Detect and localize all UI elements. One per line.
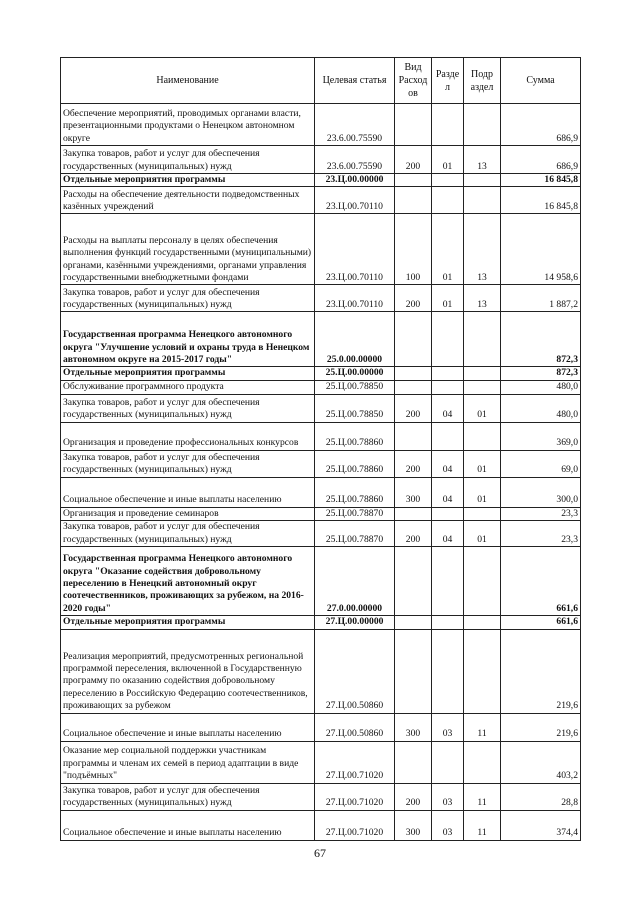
row-sum: 872,3 [501,312,581,367]
row-name: Реализация мероприятий, предусмотренных региональной программой переселения, включенной в Государственную программу по оказанию содействия добровольному переселению в Российскую Федерацию соотечественников, проживающих за рубежом [61,629,315,713]
row-expense-type [395,380,432,394]
row-subsection [464,507,501,520]
row-name: Отдельные мероприятия программы [61,616,315,629]
row-section: 01 [432,285,464,312]
row-name: Обеспечение мероприятий, проводимых органами власти, презентационными продуктами о Ненецком автономном округе [61,104,315,146]
row-expense-type: 300 [395,810,432,840]
row-sum: 23,3 [501,507,581,520]
table-row [61,104,581,146]
row-sum: 369,0 [501,422,581,450]
row-sum: 661,6 [501,547,581,616]
row-target-code: 25.0.00.00000 [315,312,395,367]
row-expense-type [395,312,432,367]
row-target-code: 25.Ц.00.78850 [315,380,395,394]
row-subsection [464,187,501,214]
table-row [61,741,581,783]
row-section: 04 [432,521,464,547]
row-target-code: 25.Ц.00.78870 [315,507,395,520]
row-name: Оказание мер социальной поддержки участникам программы и членам их семей в период адаптации в виде "подъёмных" [61,741,315,783]
row-section [432,422,464,450]
row-sum: 686,9 [501,104,581,146]
row-section [432,507,464,520]
row-target-code: 25.Ц.00.78860 [315,477,395,507]
row-name: Закупка товаров, работ и услуг для обеспечения государственных (муниципальных) нужд [61,394,315,422]
row-subsection [464,312,501,367]
row-target-code: 23.Ц.00.70110 [315,187,395,214]
row-target-code: 27.Ц.00.50860 [315,629,395,713]
table-row [61,547,581,616]
row-section [432,104,464,146]
row-subsection: 13 [464,285,501,312]
row-subsection [464,174,501,187]
row-name: Организация и проведение профессиональных конкурсов [61,422,315,450]
row-section [432,741,464,783]
table-header-row [61,58,581,104]
row-section [432,174,464,187]
row-name: Закупка товаров, работ и услуг для обеспечения государственных (муниципальных) нужд [61,783,315,810]
row-subsection: 01 [464,521,501,547]
row-target-code: 23.6.00.75590 [315,104,395,146]
row-expense-type [395,187,432,214]
row-target-code: 27.Ц.00.50860 [315,713,395,741]
row-expense-type: 100 [395,214,432,285]
row-target-code: 25.Ц.00.78860 [315,450,395,477]
table-row [61,450,581,477]
row-expense-type: 200 [395,521,432,547]
row-name: Организация и проведение семинаров [61,507,315,520]
row-target-code: 25.Ц.00.78850 [315,394,395,422]
row-name: Закупка товаров, работ и услуг для обеспечения государственных (муниципальных) нужд [61,450,315,477]
row-expense-type [395,741,432,783]
row-section [432,629,464,713]
row-subsection [464,380,501,394]
row-name: Закупка товаров, работ и услуг для обеспечения государственных (муниципальных) нужд [61,146,315,174]
row-sum: 686,9 [501,146,581,174]
row-subsection: 01 [464,394,501,422]
row-name: Отдельные мероприятия программы [61,174,315,187]
row-target-code: 25.Ц.00.00000 [315,367,395,380]
table-row [61,367,581,380]
row-section: 01 [432,146,464,174]
row-subsection: 01 [464,477,501,507]
row-section [432,312,464,367]
row-subsection [464,104,501,146]
table-row [61,214,581,285]
header-sum: Сумма [501,58,581,104]
row-section [432,616,464,629]
row-section: 03 [432,810,464,840]
row-target-code: 23.Ц.00.70110 [315,214,395,285]
row-subsection: 13 [464,214,501,285]
table-row [61,285,581,312]
row-sum: 23,3 [501,521,581,547]
row-sum: 28,8 [501,783,581,810]
row-subsection [464,367,501,380]
row-name: Обслуживание программного продукта [61,380,315,394]
row-target-code: 23.6.00.75590 [315,146,395,174]
row-expense-type: 300 [395,713,432,741]
row-expense-type [395,507,432,520]
row-name: Социальное обеспечение и иные выплаты населению [61,810,315,840]
row-sum: 872,3 [501,367,581,380]
row-target-code: 27.0.00.00000 [315,547,395,616]
row-subsection: 13 [464,146,501,174]
header-name: Наименование [61,58,315,104]
table-row [61,174,581,187]
table-row [61,810,581,840]
row-expense-type [395,547,432,616]
row-sum: 1 887,2 [501,285,581,312]
row-target-code: 23.Ц.00.00000 [315,174,395,187]
table-row [61,422,581,450]
row-subsection [464,547,501,616]
row-section: 03 [432,783,464,810]
row-sum: 300,0 [501,477,581,507]
row-sum: 219,6 [501,629,581,713]
row-subsection [464,741,501,783]
row-subsection: 11 [464,783,501,810]
row-expense-type: 200 [395,783,432,810]
row-section: 04 [432,477,464,507]
row-sum: 480,0 [501,380,581,394]
header-subsection: Подр аздел [464,58,501,104]
row-name: Социальное обеспечение и иные выплаты населению [61,477,315,507]
row-section [432,367,464,380]
row-sum: 374,4 [501,810,581,840]
table-row [61,146,581,174]
row-section: 01 [432,214,464,285]
row-target-code: 25.Ц.00.78870 [315,521,395,547]
row-expense-type: 200 [395,146,432,174]
budget-table [60,57,581,841]
row-name: Государственная программа Ненецкого автономного округа "Оказание содействия добровольному переселению в Ненецкий автономный округ соотечественников, проживающих за рубежом, на 2016-2020 годы" [61,547,315,616]
row-target-code: 27.Ц.00.71020 [315,741,395,783]
row-subsection [464,422,501,450]
row-expense-type [395,104,432,146]
row-subsection [464,616,501,629]
row-target-code: 27.Ц.00.71020 [315,810,395,840]
row-target-code: 23.Ц.00.70110 [315,285,395,312]
row-sum: 403,2 [501,741,581,783]
row-target-code: 25.Ц.00.78860 [315,422,395,450]
table-row [61,187,581,214]
table-row [61,629,581,713]
table-row [61,783,581,810]
row-subsection: 11 [464,810,501,840]
row-name: Отдельные мероприятия программы [61,367,315,380]
row-expense-type: 300 [395,477,432,507]
table-row [61,380,581,394]
header-type: Вид Расход ов [395,58,432,104]
row-sum: 480,0 [501,394,581,422]
row-sum: 661,6 [501,616,581,629]
row-target-code: 27.Ц.00.00000 [315,616,395,629]
row-sum: 69,0 [501,450,581,477]
row-subsection: 11 [464,713,501,741]
row-section: 04 [432,394,464,422]
row-sum: 14 958,6 [501,214,581,285]
row-section: 03 [432,713,464,741]
table-body [61,104,581,841]
row-section [432,547,464,616]
row-expense-type [395,367,432,380]
table-row [61,713,581,741]
table-row [61,521,581,547]
table-row [61,394,581,422]
table-row [61,312,581,367]
table-row [61,507,581,520]
page-number: 67 [314,846,326,860]
row-subsection [464,629,501,713]
row-name: Закупка товаров, работ и услуг для обеспечения государственных (муниципальных) нужд [61,285,315,312]
table-row [61,616,581,629]
row-expense-type [395,174,432,187]
row-name: Закупка товаров, работ и услуг для обеспечения государственных (муниципальных) нужд [61,521,315,547]
row-sum: 16 845,8 [501,187,581,214]
row-name: Расходы на обеспечение деятельности подведомственных казённых учреждений [61,187,315,214]
row-expense-type [395,616,432,629]
row-expense-type [395,422,432,450]
row-sum: 16 845,8 [501,174,581,187]
header-section: Разде л [432,58,464,104]
row-expense-type: 200 [395,285,432,312]
row-name: Государственная программа Ненецкого автономного округа "Улучшение условий и охраны труда в Ненецком автономном округе на 2015-2017 годы" [61,312,315,367]
row-target-code: 27.Ц.00.71020 [315,783,395,810]
row-sum: 219,6 [501,713,581,741]
row-section: 04 [432,450,464,477]
row-name: Расходы на выплаты персоналу в целях обеспечения выполнения функций государственными (муниципальными) органами, казёнными учреждениями, органами управления государственными внебюджетными фондами [61,214,315,285]
row-expense-type: 200 [395,450,432,477]
row-section [432,187,464,214]
row-expense-type [395,629,432,713]
row-name: Социальное обеспечение и иные выплаты населению [61,713,315,741]
table-row [61,477,581,507]
row-section [432,380,464,394]
header-target: Целевая статья [315,58,395,104]
row-subsection: 01 [464,450,501,477]
row-expense-type: 200 [395,394,432,422]
